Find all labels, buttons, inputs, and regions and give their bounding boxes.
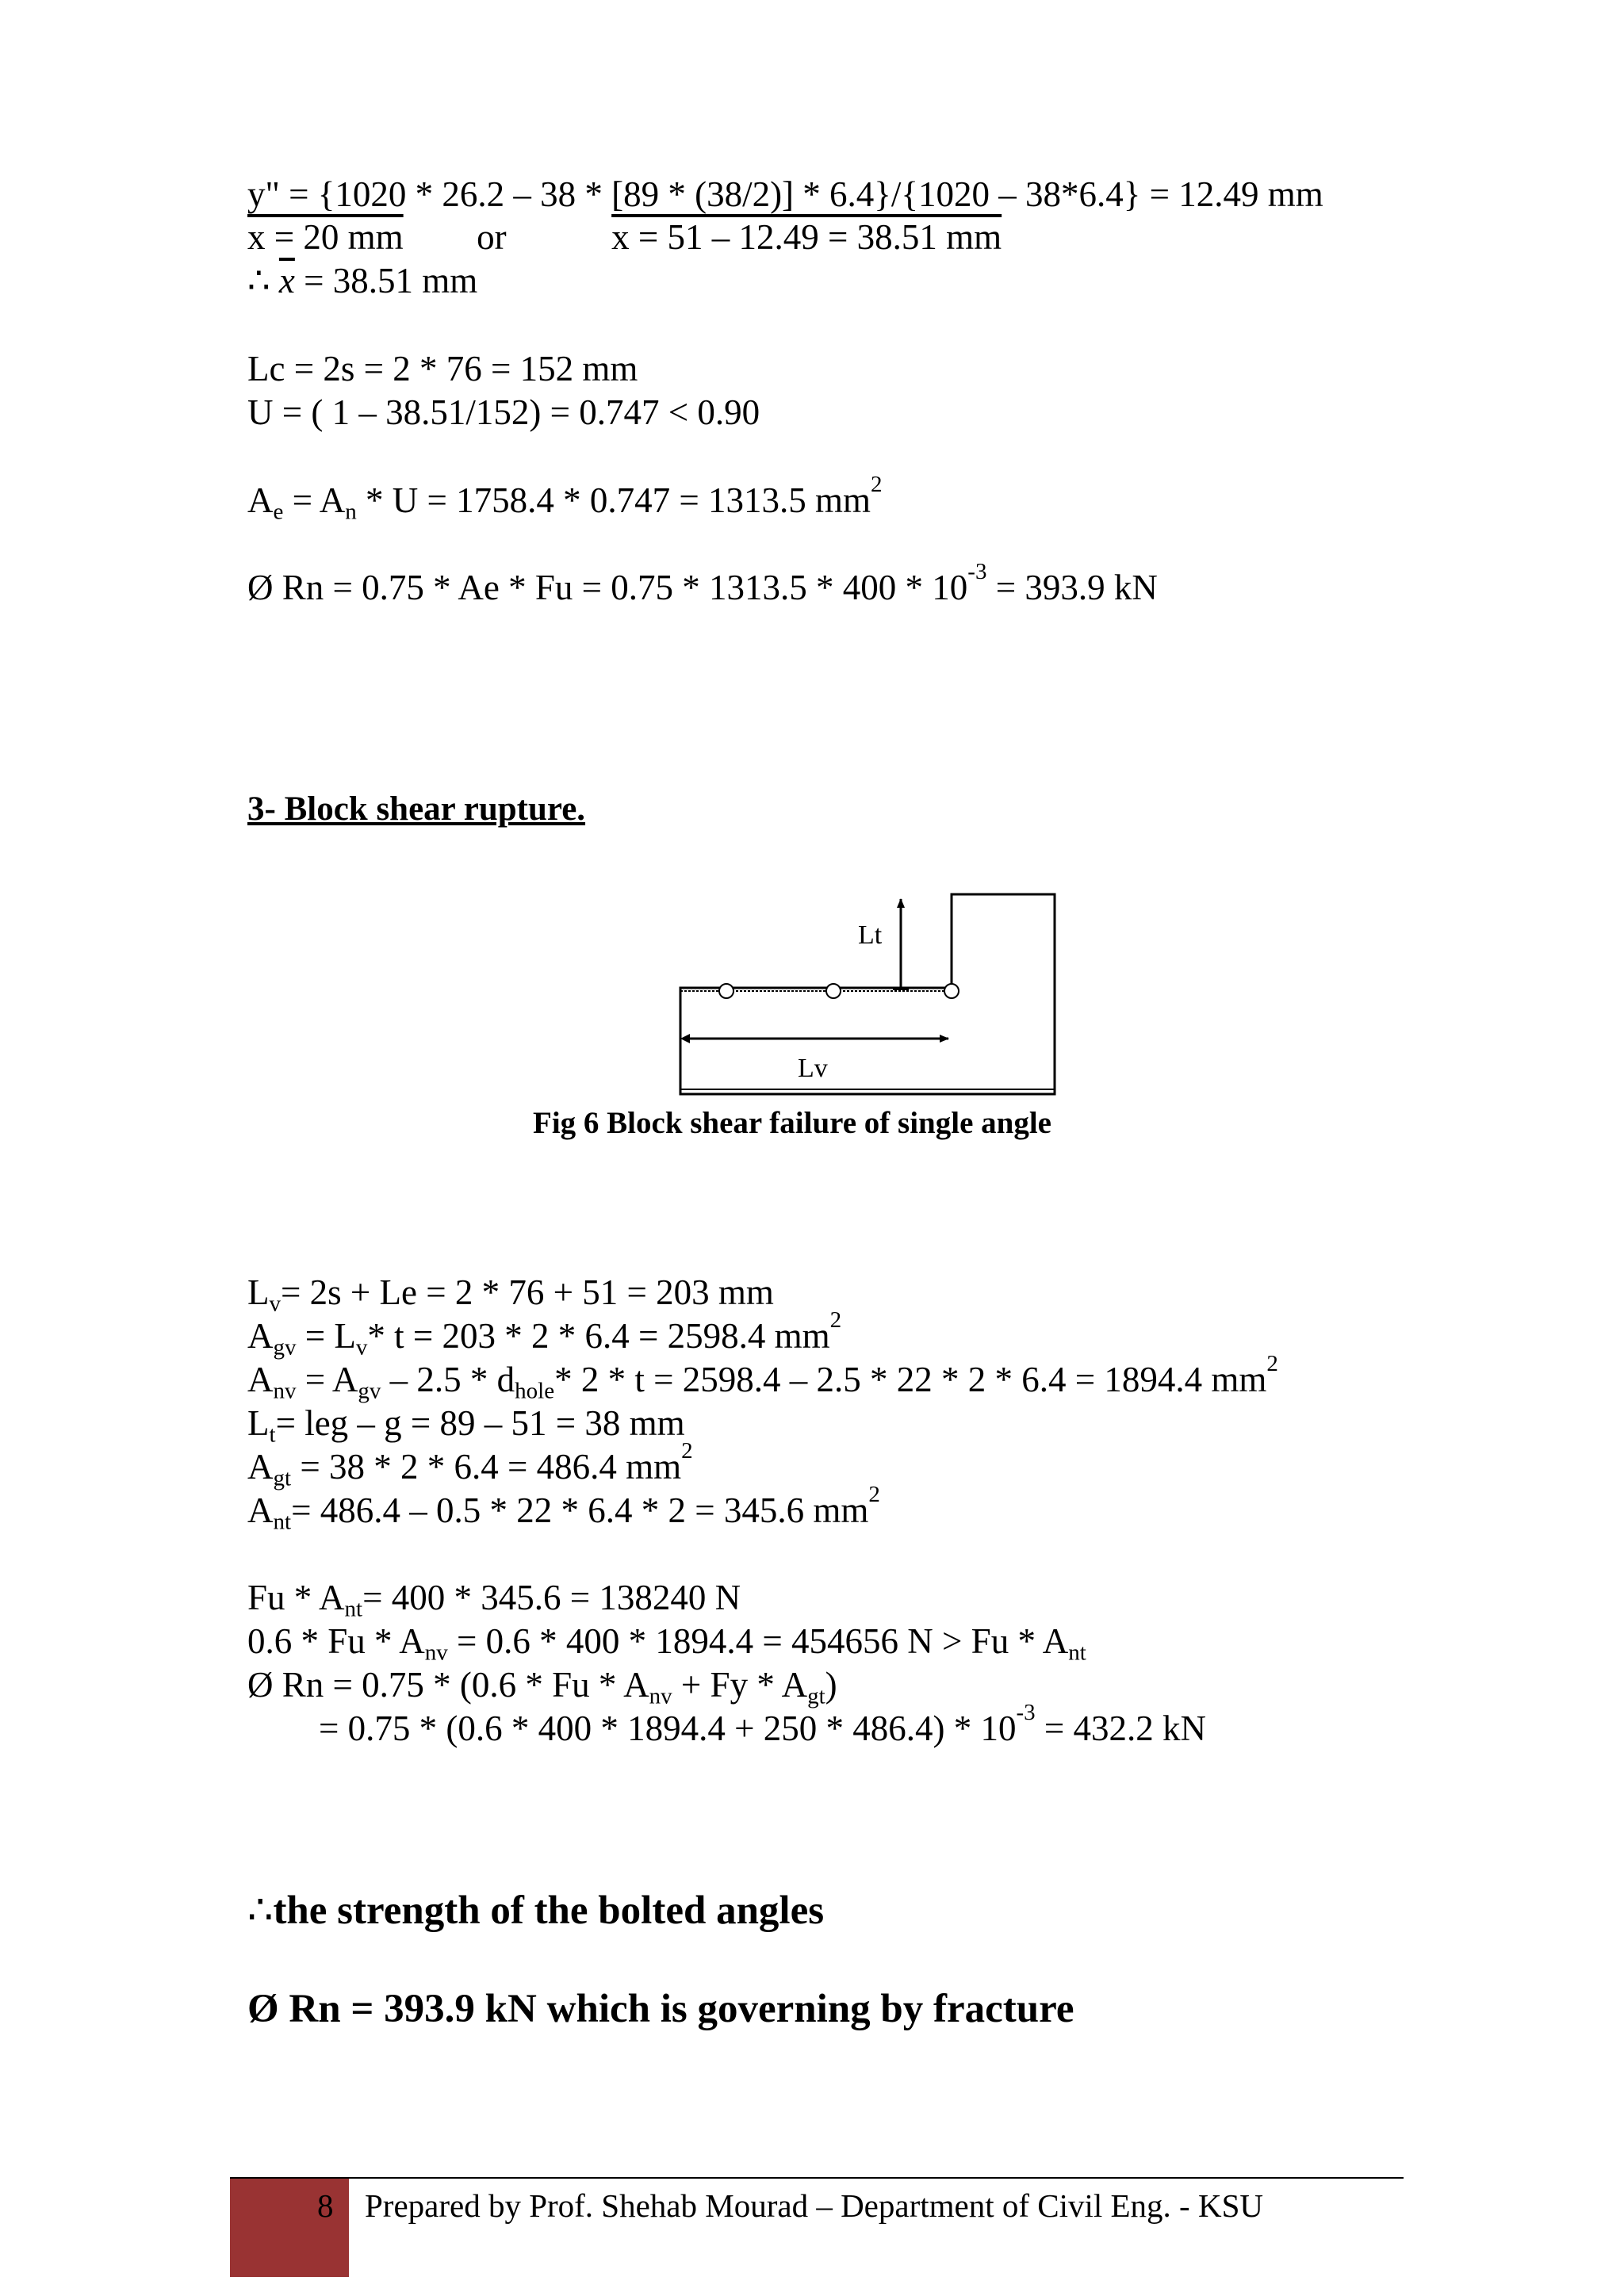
or-text: or bbox=[477, 217, 507, 257]
lc-equation: Lc = 2s = 2 * 76 = 152 mm bbox=[247, 349, 638, 388]
xbar-option-2: x = 51 – 12.49 = 38.51 mm bbox=[611, 217, 1002, 257]
lt-equation: $L_t=$ leg – g = 89 – 51 = 38 mm bbox=[247, 1403, 685, 1448]
bolt-hole bbox=[826, 984, 841, 998]
therefore-symbol: ∴ bbox=[247, 1888, 274, 1933]
lt-label: Lt bbox=[858, 920, 883, 950]
shear-rupture-equation: $0.6 * Fu * A_{nv} = 0.6 * 400 * 1894.4 = 454656$ $N > Fu * A_{nt}$ bbox=[247, 1621, 1086, 1666]
lv-equation: $L_v= 2s + Le = 2 * 76 + 51 = 203$ mm bbox=[247, 1272, 774, 1317]
xbar-option-1: x = 20 mm bbox=[247, 217, 404, 257]
therefore-symbol: ∴ bbox=[247, 261, 270, 300]
ant-equation: $A_{nt}= 486.4 - 0.5 * 22 * 6.4 * 2 = 345.6$ $mm^2$ bbox=[247, 1481, 880, 1535]
fu-ant-equation: $Fu * A_{nt}= 400 * 345.6 = 138240$ N bbox=[247, 1578, 741, 1622]
bolt-hole bbox=[944, 984, 959, 998]
agv-equation: $A_{gv} = L_v*$ t = 203 * 2 * 6.4 = 2598.4 $mm^2$ bbox=[247, 1307, 842, 1360]
footer-divider bbox=[230, 2177, 1404, 2179]
xbar-result: ∴ $\overline{x} = 38.51$ mm bbox=[247, 261, 478, 300]
xbar-equation-line bbox=[247, 216, 1002, 258]
figure-caption: Fig 6 Block shear failure of single angle bbox=[533, 1106, 1051, 1140]
rn-block-shear-formula: Ø $Rn = 0.75 * (0.6 * Fu * A_{nv} + Fy * A_{gt})$ bbox=[247, 1665, 837, 1709]
block-shear-figure bbox=[666, 880, 1078, 1110]
page-number: 8 bbox=[317, 2187, 334, 2224]
conclusion-line-1: ∴the strength of the bolted angles bbox=[247, 1888, 825, 1933]
u-equation: U = ( 1 – 38.51/152) = 0.747 < 0.90 bbox=[247, 392, 760, 432]
xbar-symbol: $\overline{x}$ bbox=[278, 261, 295, 300]
agt-equation: $A_{gt} = 38 * 2 * 6.4 = 486.4$ $mm^2$ bbox=[247, 1437, 693, 1491]
bolt-hole bbox=[719, 984, 733, 998]
ae-equation: $A_e = A_n * U = 1758.4 * 0.747 = 1313.5$ $mm^2$ bbox=[247, 471, 883, 525]
section-heading: 3- Block shear rupture. bbox=[247, 790, 586, 828]
footer-text: Prepared by Prof. Shehab Mourad – Department of Civil Eng. - KSU bbox=[365, 2187, 1263, 2224]
rn-block-shear-result: = $0.75 * (0.6 * 400 * 1894.4 + 250 * 486.4) * 10^{-3} = 432.2$ kN bbox=[319, 1699, 1207, 1748]
anv-equation: $A_{nv} = A_{gv} - 2.5 * d_{hole}*$ 2 * t = 2598.4 – 2.5 * 22 * 2 * 6.4 = 1894.4 $mm^2$ bbox=[247, 1350, 1278, 1404]
ybar-equation: y" = {1020 * 26.2 – 38 * [89 * (38/2)] * 6.4}/{1020 – 38*6.4} = 12.49 mm bbox=[247, 174, 1323, 214]
lv-label: Lv bbox=[798, 1054, 828, 1083]
rn-fracture-equation: Ø $Rn = 0.75 * Ae * Fu = 0.75 * 1313.5 * 400 * 10^{-3} = 393.9$ kN bbox=[247, 558, 1158, 607]
conclusion-line-2: Ø Rn = 393.9 kN which is governing by fracture bbox=[247, 1987, 1074, 2031]
